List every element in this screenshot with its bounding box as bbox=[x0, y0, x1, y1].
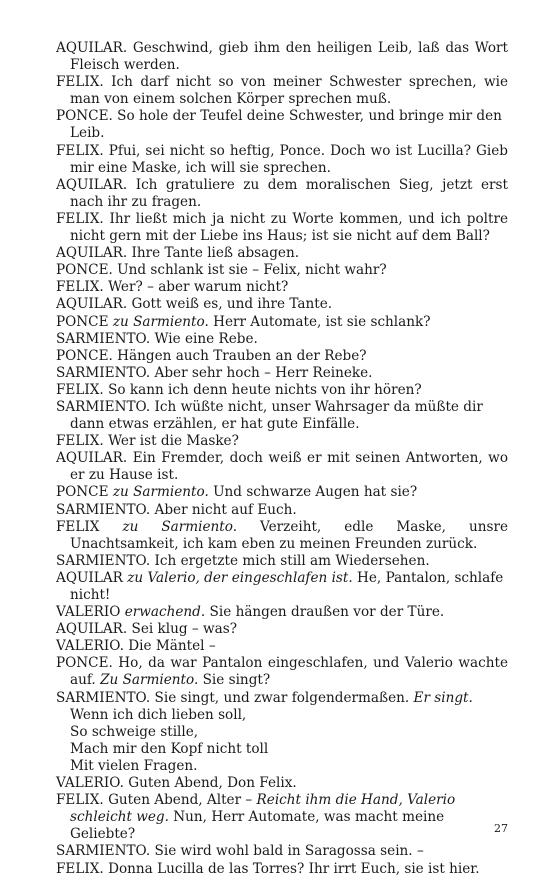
dialogue-line bbox=[56, 433, 508, 450]
dialogue-line bbox=[56, 245, 508, 262]
line-text: VALERIO. Guten Abend, Don Felix. bbox=[56, 775, 297, 792]
line-text: AQUILAR. Sei klug – was? bbox=[56, 621, 238, 638]
stage-direction: Zu Sarmiento. bbox=[100, 672, 199, 689]
line-text: PONCE. Hängen auch Trauben an der Rebe? bbox=[56, 347, 367, 364]
dialogue-line bbox=[56, 314, 508, 331]
line-text: Sie singt? bbox=[198, 672, 271, 689]
dialogue-line bbox=[56, 399, 508, 433]
stage-direction: erwachend. bbox=[124, 604, 206, 621]
dialogue-line bbox=[56, 502, 508, 519]
line-text: SARMIENTO. Sie singt, und zwar folgendermaßen. bbox=[56, 689, 414, 706]
line-text: He, Pantalon, schlafe nicht! bbox=[70, 569, 504, 603]
dialogue-line bbox=[56, 861, 508, 878]
verse-line bbox=[56, 724, 508, 741]
dialogue-line bbox=[56, 331, 508, 348]
stage-direction: Er singt. bbox=[413, 689, 473, 706]
dialogue-line bbox=[56, 177, 508, 211]
stage-direction: zu Sarmiento. bbox=[112, 313, 209, 330]
stage-direction: Reicht ihm die Hand, Valerio schleicht weg. bbox=[70, 792, 456, 826]
page-number: 27 bbox=[494, 822, 508, 835]
dialogue-line bbox=[56, 365, 508, 382]
line-text: PONCE bbox=[56, 313, 113, 330]
line-text: Wenn ich dich lieben soll, bbox=[70, 706, 247, 723]
dialogue-line bbox=[56, 74, 508, 108]
line-text: SARMIENTO. Wie eine Rebe. bbox=[56, 330, 258, 347]
line-text: AQUILAR. Geschwind, gieb ihm den heiligen Leib, laß das Wort Fleisch werden. bbox=[56, 40, 508, 74]
line-text: FELIX. Wer ist die Maske? bbox=[56, 433, 239, 450]
dialogue-line bbox=[56, 296, 508, 313]
line-text: VALERIO bbox=[56, 604, 125, 621]
line-text: AQUILAR. Ihre Tante ließ absagen. bbox=[56, 245, 300, 262]
dialogue-line bbox=[56, 450, 508, 484]
line-text: FELIX. Ich darf nicht so von meiner Schwester sprechen, wie man von einem solchen Körper sprechen muß. bbox=[56, 74, 508, 108]
line-text: AQUILAR bbox=[56, 569, 128, 586]
line-text: Und schwarze Augen hat sie? bbox=[208, 484, 418, 501]
line-text: Mit vielen Fragen. bbox=[70, 757, 198, 774]
line-text: AQUILAR. Gott weiß es, und ihre Tante. bbox=[56, 296, 333, 313]
line-text: AQUILAR. Ich gratuliere zu dem moralischen Sieg, jetzt erst nach ihr zu fragen. bbox=[56, 176, 508, 210]
dialogue-line bbox=[56, 604, 508, 621]
dialogue-line bbox=[56, 570, 508, 604]
line-text: SARMIENTO. Aber nicht auf Euch. bbox=[56, 501, 297, 518]
line-text: SARMIENTO. Ich ergetzte mich still am Wiedersehen. bbox=[56, 552, 430, 569]
text-body bbox=[56, 40, 508, 878]
dialogue-line bbox=[56, 843, 508, 860]
line-text: FELIX. So kann ich denn heute nichts von ihr hören? bbox=[56, 381, 422, 398]
dialogue-line bbox=[56, 40, 508, 74]
dialogue-line bbox=[56, 621, 508, 638]
verse-line bbox=[56, 707, 508, 724]
line-text: FELIX. Ihr ließt mich ja nicht zu Worte kommen, und ich poltre nicht gern mit der Liebe ins Haus; ist sie nicht auf dem Ball? bbox=[56, 210, 508, 245]
dialogue-line bbox=[56, 108, 508, 142]
dialogue-line bbox=[56, 775, 508, 792]
dialogue-line bbox=[56, 519, 508, 553]
dialogue-line bbox=[56, 262, 508, 279]
stage-direction: zu Sarmiento. bbox=[112, 484, 209, 501]
line-text: FELIX bbox=[56, 518, 123, 535]
line-text: FELIX. Pfui, sei nicht so heftig, Ponce. Doch wo ist Lucilla? Gieb mir eine Maske, ich will sie sprechen. bbox=[56, 142, 508, 176]
dialogue-line bbox=[56, 348, 508, 365]
dialogue-line bbox=[56, 553, 508, 570]
dialogue-line bbox=[56, 690, 508, 707]
line-text: Nun, Herr Automate, was macht meine Geliebte? bbox=[70, 809, 445, 843]
dialogue-line bbox=[56, 211, 508, 245]
line-text: PONCE. So hole der Teufel deine Schwester, und bringe mir den Leib. bbox=[56, 108, 502, 142]
dialogue-line bbox=[56, 655, 508, 689]
dialogue-line bbox=[56, 792, 508, 843]
line-text: Herr Automate, ist sie schlank? bbox=[208, 313, 431, 330]
line-text: VALERIO. Die Mäntel – bbox=[56, 638, 216, 655]
verse-line bbox=[56, 741, 508, 758]
line-text: FELIX. Wer? – aber warum nicht? bbox=[56, 279, 289, 296]
line-text: AQUILAR. Ein Fremder, doch weiß er mit seinen Antworten, wo er zu Hause ist. bbox=[56, 450, 508, 484]
line-text: Mach mir den Kopf nicht toll bbox=[70, 740, 269, 757]
dialogue-line bbox=[56, 638, 508, 655]
line-text: PONCE. Ho, da war Pantalon eingeschlafen, und Valerio wachte auf. bbox=[56, 655, 508, 689]
line-text: So schweige stille, bbox=[70, 723, 199, 740]
stage-direction: zu Valerio, der eingeschlafen ist. bbox=[127, 569, 353, 586]
dialogue-line bbox=[56, 382, 508, 399]
line-text: PONCE bbox=[56, 484, 113, 501]
line-text: SARMIENTO. Aber sehr hoch – Herr Reineke. bbox=[56, 364, 373, 381]
line-text: FELIX. Guten Abend, Alter – bbox=[56, 792, 257, 809]
dialogue-line bbox=[56, 279, 508, 296]
line-text: SARMIENTO. Sie wird wohl bald in Saragossa sein. – bbox=[56, 843, 424, 860]
dialogue-line bbox=[56, 484, 508, 501]
stage-direction: zu Sarmiento. bbox=[122, 518, 238, 535]
line-text: PONCE. Und schlank ist sie – Felix, nicht wahr? bbox=[56, 262, 387, 279]
verse-line bbox=[56, 758, 508, 775]
line-text: Verzeiht, edle Maske, unsre Unachtsamkeit, ich kam eben zu meinen Freunden zurück. bbox=[70, 518, 509, 552]
line-text: Sie hängen draußen vor der Türe. bbox=[205, 604, 445, 621]
line-text: FELIX. Donna Lucilla de las Torres? Ihr irrt Euch, sie ist hier. bbox=[56, 860, 480, 877]
line-text: SARMIENTO. Ich wüßte nicht, unser Wahrsager da müßte dir dann etwas erzählen, er hat gute Einfälle. bbox=[56, 398, 483, 433]
dialogue-line bbox=[56, 143, 508, 177]
